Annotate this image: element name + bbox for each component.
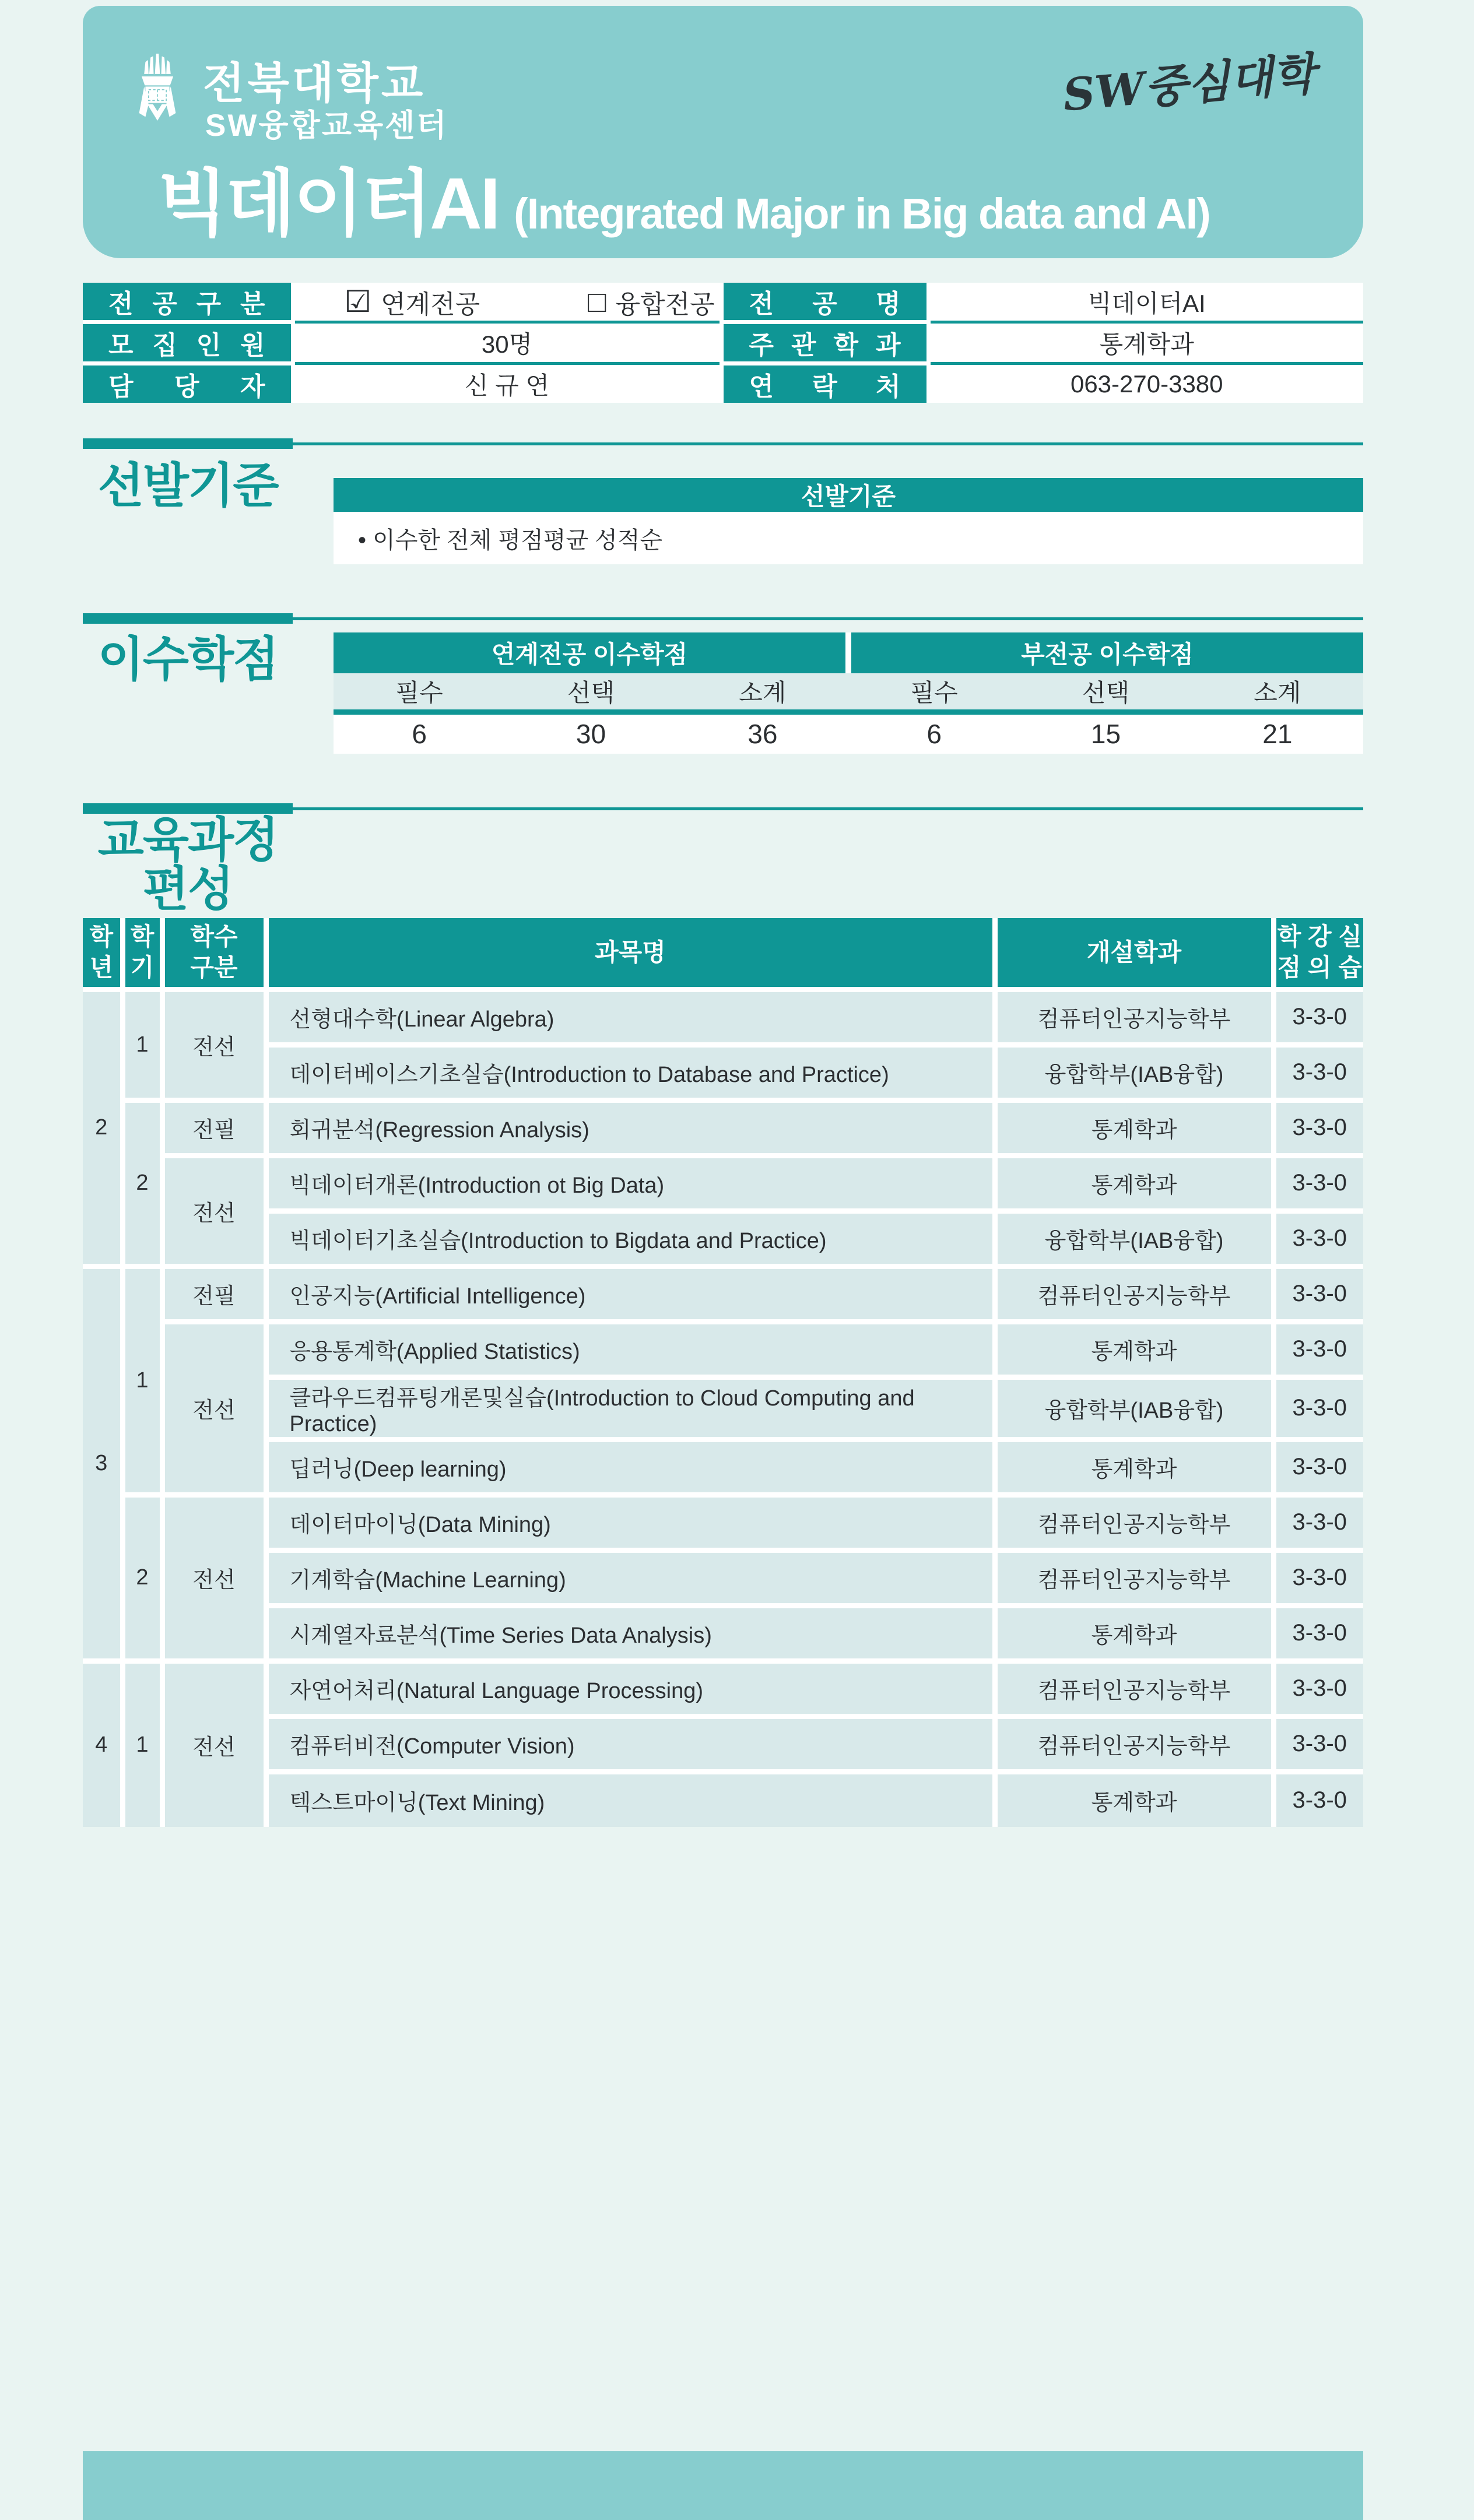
table-row bbox=[83, 1716, 1363, 1772]
course-name-cell: 인공지능(Artificial Intelligence) bbox=[266, 1266, 995, 1321]
major-type-label: 전 공 구 분 bbox=[83, 283, 293, 322]
info-row-quota bbox=[83, 322, 1363, 364]
dept-cell: 컴퓨터인공지능학부 bbox=[995, 1716, 1273, 1772]
major-type-options bbox=[345, 283, 720, 321]
course-type-cell: 전선 bbox=[162, 1155, 266, 1266]
converged-major-option bbox=[588, 283, 714, 321]
course-name-cell: 선형대수학(Linear Algebra) bbox=[266, 989, 995, 1045]
credits-section-title: 이수학점 bbox=[97, 633, 278, 686]
course-name-cell: 데이터베이스기초실습(Introduction to Database and Practice) bbox=[266, 1045, 995, 1100]
table-row bbox=[83, 1377, 1363, 1439]
credits-subheader-row bbox=[334, 673, 1363, 712]
major-name-value: 빅데이터AI bbox=[928, 283, 1363, 322]
selection-table-header: 선발기준 bbox=[334, 478, 1363, 512]
course-type-cell: 전선 bbox=[162, 1661, 266, 1827]
dept-cell: 컴퓨터인공지능학부 bbox=[995, 989, 1273, 1045]
dept-cell: 융합학부(IAB융합) bbox=[995, 1377, 1273, 1439]
credits-cell: 3-3-0 bbox=[1273, 1155, 1363, 1211]
credits-cell: 3-3-0 bbox=[1273, 1772, 1363, 1827]
table-row bbox=[83, 1045, 1363, 1100]
table-row bbox=[83, 989, 1363, 1045]
table-row bbox=[83, 1100, 1363, 1155]
credits-cell: 3-3-0 bbox=[1273, 1266, 1363, 1321]
semester-cell: 2 bbox=[122, 1100, 162, 1266]
table-row bbox=[83, 1155, 1363, 1211]
credits-cell: 3-3-0 bbox=[1273, 1661, 1363, 1716]
section-divider bbox=[83, 613, 1363, 624]
table-row bbox=[83, 1495, 1363, 1550]
checked-checkbox-icon: ☑ bbox=[344, 284, 372, 319]
table-row bbox=[83, 1439, 1363, 1495]
dept-cell: 통계학과 bbox=[995, 1605, 1273, 1661]
credits-cell: 3-3-0 bbox=[1273, 1716, 1363, 1772]
contact-label: 연 락 처 bbox=[721, 364, 928, 403]
minor-elective-value: 15 bbox=[1020, 712, 1191, 754]
selection-criteria-table bbox=[334, 478, 1363, 564]
university-emblem-icon bbox=[127, 52, 188, 128]
credits-cell: 3-3-0 bbox=[1273, 1100, 1363, 1155]
year-cell: 2 bbox=[83, 989, 122, 1266]
credits-header-line2: 점 의 습 bbox=[1277, 953, 1362, 981]
course-type-header bbox=[162, 918, 266, 989]
curriculum-title-line1: 교육과정 bbox=[97, 814, 278, 867]
course-name-cell: 자연어처리(Natural Language Processing) bbox=[266, 1661, 995, 1716]
required-col-label: 필수 bbox=[848, 673, 1020, 712]
course-name-cell: 기계학습(Machine Learning) bbox=[266, 1550, 995, 1605]
table-row bbox=[83, 1605, 1363, 1661]
course-name-cell: 시계열자료분석(Time Series Data Analysis) bbox=[266, 1605, 995, 1661]
info-row-manager bbox=[83, 364, 1363, 403]
credits-header-line1: 학 강 실 bbox=[1277, 923, 1362, 951]
course-name-cell: 빅데이터개론(Introduction ot Big Data) bbox=[266, 1155, 995, 1211]
course-name-cell: 응용통계학(Applied Statistics) bbox=[266, 1321, 995, 1377]
quota-value: 30명 bbox=[293, 322, 721, 364]
year-header: 학년 bbox=[83, 918, 122, 989]
course-type-cell: 전선 bbox=[162, 989, 266, 1100]
divider-bar bbox=[83, 613, 293, 624]
elective-col-label: 선택 bbox=[505, 673, 676, 712]
course-name-header: 과목명 bbox=[266, 918, 995, 989]
section-divider bbox=[83, 438, 1363, 449]
linked-required-value: 6 bbox=[334, 712, 505, 754]
linked-major-credits-header: 연계전공 이수학점 bbox=[334, 632, 848, 673]
dept-cell: 융합학부(IAB융합) bbox=[995, 1045, 1273, 1100]
manager-value: 신 규 연 bbox=[293, 364, 721, 403]
course-type-cell: 전선 bbox=[162, 1495, 266, 1661]
manager-label: 담 당 자 bbox=[83, 364, 293, 403]
divider-line bbox=[293, 442, 1363, 445]
curriculum-title-line2: 편성 bbox=[142, 863, 233, 916]
dept-cell: 통계학과 bbox=[995, 1439, 1273, 1495]
credits-header bbox=[1273, 918, 1363, 989]
minor-subtotal-value: 21 bbox=[1192, 712, 1363, 754]
table-row bbox=[83, 1211, 1363, 1266]
dept-cell: 컴퓨터인공지능학부 bbox=[995, 1495, 1273, 1550]
section-divider bbox=[83, 803, 1363, 814]
semester-cell: 1 bbox=[122, 1266, 162, 1495]
subtotal-col-label: 소계 bbox=[677, 673, 848, 712]
semester-cell: 2 bbox=[122, 1495, 162, 1661]
year-cell: 4 bbox=[83, 1661, 122, 1827]
credits-group-header-row bbox=[334, 632, 1363, 673]
dept-cell: 통계학과 bbox=[995, 1155, 1273, 1211]
footer-banner bbox=[83, 2451, 1363, 2520]
credits-cell: 3-3-0 bbox=[1273, 1045, 1363, 1100]
year-cell: 3 bbox=[83, 1266, 122, 1661]
major-name-label: 전 공 명 bbox=[721, 283, 928, 322]
dept-cell: 컴퓨터인공지능학부 bbox=[995, 1266, 1273, 1321]
curriculum-header-row bbox=[83, 918, 1363, 989]
info-row-major-type bbox=[83, 283, 1363, 322]
required-col-label: 필수 bbox=[334, 673, 505, 712]
credits-table bbox=[334, 632, 1363, 754]
linked-major-label: 연계전공 bbox=[381, 290, 480, 319]
course-type-header-line1: 학수 bbox=[190, 923, 238, 951]
header-banner bbox=[83, 6, 1363, 258]
dept-cell: 통계학과 bbox=[995, 1100, 1273, 1155]
course-name-cell: 컴퓨터비전(Computer Vision) bbox=[266, 1716, 995, 1772]
credits-cell: 3-3-0 bbox=[1273, 1550, 1363, 1605]
selection-criterion-text: • 이수한 전체 평점평균 성적순 bbox=[334, 512, 1363, 564]
linked-major-option bbox=[345, 283, 480, 321]
major-type-value bbox=[293, 283, 721, 322]
dept-cell: 융합학부(IAB융합) bbox=[995, 1211, 1273, 1266]
credits-cell: 3-3-0 bbox=[1273, 1439, 1363, 1495]
semester-cell: 1 bbox=[122, 1661, 162, 1827]
university-name: 전북대학교 bbox=[203, 59, 426, 107]
converged-major-label: 융합전공 bbox=[615, 290, 715, 319]
table-row bbox=[83, 1550, 1363, 1605]
minor-required-value: 6 bbox=[848, 712, 1020, 754]
course-type-header-line2: 구분 bbox=[190, 953, 238, 981]
course-name-cell: 클라우드컴퓨팅개론및실습(Introduction to Cloud Computing and Practice) bbox=[266, 1377, 995, 1439]
dept-cell: 컴퓨터인공지능학부 bbox=[995, 1550, 1273, 1605]
elective-col-label: 선택 bbox=[1020, 673, 1191, 712]
course-name-cell: 회귀분석(Regression Analysis) bbox=[266, 1100, 995, 1155]
course-name-cell: 빅데이터기초실습(Introduction to Bigdata and Practice) bbox=[266, 1211, 995, 1266]
sw-university-badge: SW중심대학 bbox=[1061, 47, 1318, 121]
sw-center-name: SW융합교육센터 bbox=[205, 108, 448, 143]
major-title-row bbox=[157, 146, 1210, 249]
course-type-cell: 전선 bbox=[162, 1321, 266, 1495]
dept-cell: 통계학과 bbox=[995, 1321, 1273, 1377]
course-name-cell: 텍스트마이닝(Text Mining) bbox=[266, 1772, 995, 1827]
semester-cell: 1 bbox=[122, 989, 162, 1100]
table-row bbox=[83, 1266, 1363, 1321]
credits-values-row bbox=[334, 712, 1363, 754]
table-row bbox=[83, 1772, 1363, 1827]
credits-cell: 3-3-0 bbox=[1273, 1605, 1363, 1661]
dept-cell: 통계학과 bbox=[995, 1772, 1273, 1827]
curriculum-table bbox=[83, 918, 1363, 1827]
linked-subtotal-value: 36 bbox=[677, 712, 848, 754]
credits-cell: 3-3-0 bbox=[1273, 1211, 1363, 1266]
major-info-table bbox=[83, 283, 1363, 403]
divider-line bbox=[293, 617, 1363, 620]
course-name-cell: 딥러닝(Deep learning) bbox=[266, 1439, 995, 1495]
minor-credits-header: 부전공 이수학점 bbox=[848, 632, 1363, 673]
divider-line bbox=[293, 807, 1363, 810]
credits-cell: 3-3-0 bbox=[1273, 1377, 1363, 1439]
quota-label: 모 집 인 원 bbox=[83, 322, 293, 364]
table-row bbox=[83, 1661, 1363, 1716]
contact-value: 063-270-3380 bbox=[928, 364, 1363, 403]
selection-section-title: 선발기준 bbox=[97, 459, 278, 512]
course-type-cell: 전필 bbox=[162, 1100, 266, 1155]
semester-header: 학기 bbox=[122, 918, 162, 989]
major-title: 빅데이터AI bbox=[157, 164, 499, 244]
managing-dept-value: 통계학과 bbox=[928, 322, 1363, 364]
course-name-cell: 데이터마이닝(Data Mining) bbox=[266, 1495, 995, 1550]
dept-header: 개설학과 bbox=[995, 918, 1273, 989]
unchecked-checkbox-icon: □ bbox=[588, 284, 606, 319]
course-type-cell: 전필 bbox=[162, 1266, 266, 1321]
divider-bar bbox=[83, 438, 293, 449]
managing-dept-label: 주 관 학 과 bbox=[721, 322, 928, 364]
major-title-english: (Integrated Major in Big data and AI) bbox=[514, 189, 1210, 238]
credits-cell: 3-3-0 bbox=[1273, 989, 1363, 1045]
linked-elective-value: 30 bbox=[505, 712, 676, 754]
curriculum-section-title bbox=[83, 816, 293, 914]
dept-cell: 컴퓨터인공지능학부 bbox=[995, 1661, 1273, 1716]
divider-bar bbox=[83, 803, 293, 814]
credits-cell: 3-3-0 bbox=[1273, 1321, 1363, 1377]
credits-cell: 3-3-0 bbox=[1273, 1495, 1363, 1550]
subtotal-col-label: 소계 bbox=[1192, 673, 1363, 712]
table-row bbox=[83, 1321, 1363, 1377]
